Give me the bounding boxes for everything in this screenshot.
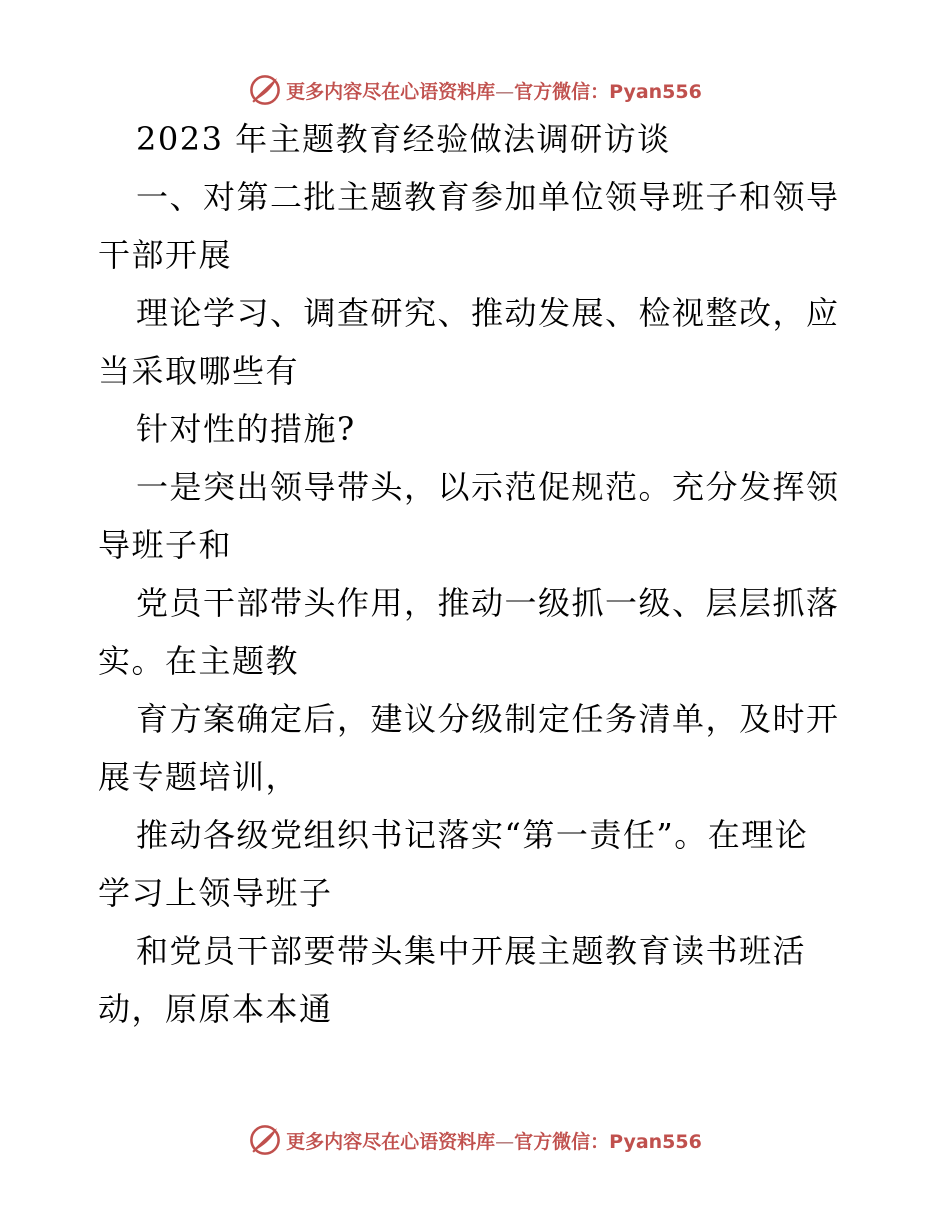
watermark-text: 更多内容尽在心语资料库—官方微信：Pyan556 <box>286 1130 702 1153</box>
text-line: 理论学习、调查研究、推动发展、检视整改，应 <box>136 294 840 332</box>
watermark-text: 更多内容尽在心语资料库—官方微信：Pyan556 <box>286 80 702 103</box>
text-line: 育方案确定后，建议分级制定任务清单，及时开 <box>136 700 840 738</box>
document-title: 2023 年主题教育经验做法调研访谈 <box>136 120 671 158</box>
quill-pen-logo-icon <box>248 73 282 107</box>
text-line: 一是突出领导带头，以示范促规范。充分发挥领 <box>136 468 840 506</box>
text-line: 展专题培训， <box>98 758 300 796</box>
text-line: 针对性的措施? <box>136 410 356 448</box>
text-line: 当采取哪些有 <box>98 352 300 390</box>
text-line: 推动各级党组织书记落实“第一责任”。在理论 <box>136 816 809 854</box>
text-line: 一、对第二批主题教育参加单位领导班子和领导 <box>136 178 840 216</box>
text-line: 干部开展 <box>98 236 233 274</box>
text-line: 学习上领导班子 <box>98 874 333 912</box>
text-line: 和党员干部要带头集中开展主题教育读书班活 <box>136 932 807 970</box>
text-line: 党员干部带头作用，推动一级抓一级、层层抓落 <box>136 584 840 622</box>
text-line: 实。在主题教 <box>98 642 300 680</box>
quill-pen-logo-icon <box>248 1123 282 1157</box>
header-watermark <box>0 70 950 110</box>
document-body <box>98 120 858 1028</box>
text-line: 导班子和 <box>98 526 233 564</box>
text-line: 动，原原本本通 <box>98 990 333 1028</box>
footer-watermark <box>0 1120 950 1160</box>
